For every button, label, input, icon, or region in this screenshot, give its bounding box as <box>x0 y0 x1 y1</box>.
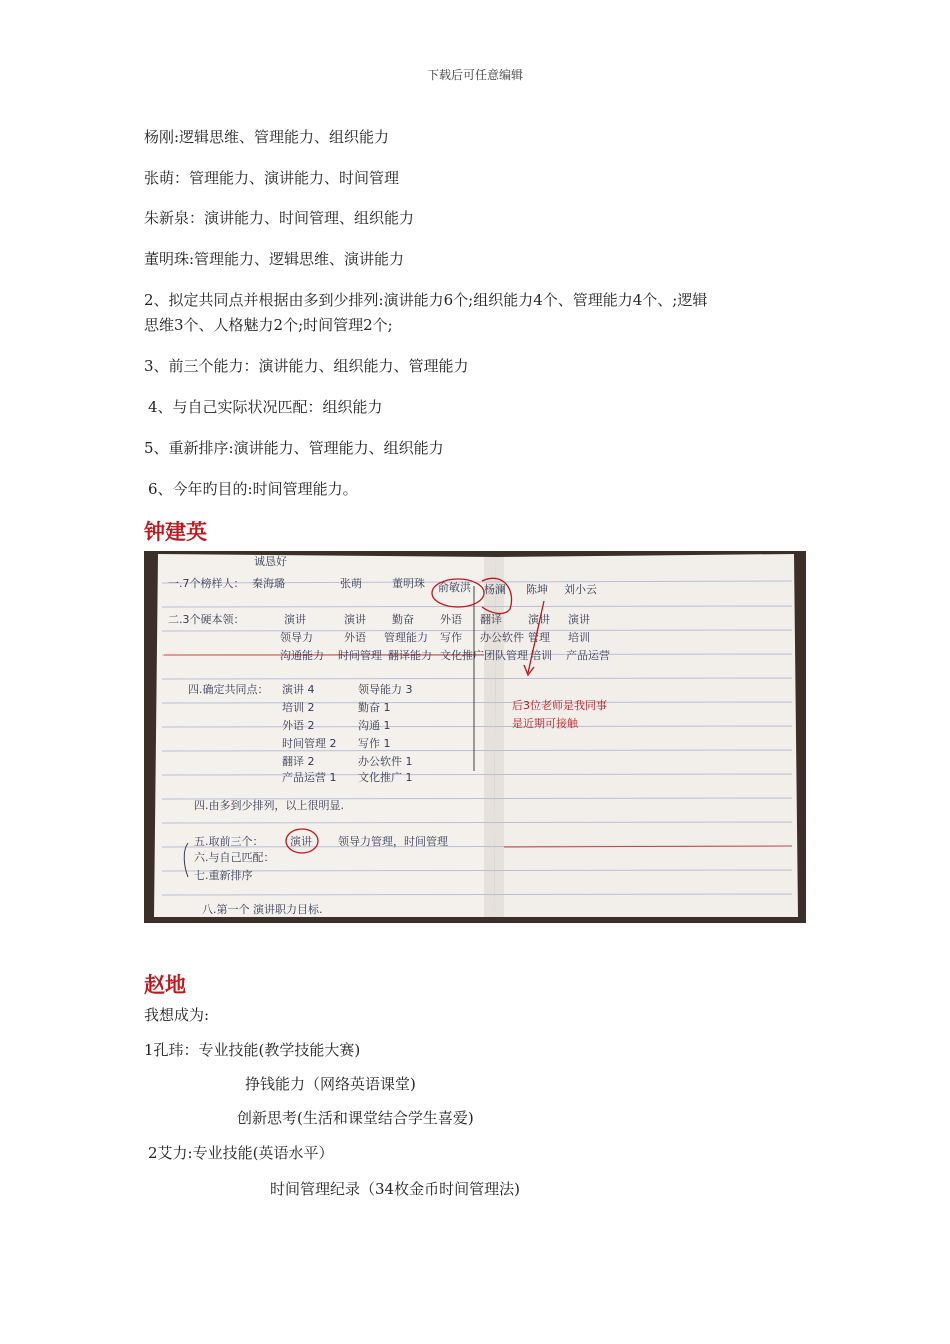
hw-text: 翻译能力 <box>388 649 432 662</box>
hw-text: 演讲 <box>284 613 306 626</box>
hw-text: 勤奋 1 <box>358 701 391 714</box>
hw-text: 张萌 <box>340 577 362 590</box>
hw-text: 领导力 <box>280 631 313 644</box>
hw-text: 演讲 <box>344 613 366 626</box>
hw-text: 演讲 <box>290 835 312 848</box>
hw-text: 外语 <box>344 631 366 644</box>
hw-text: 四.由多到少排列，以上很明显. <box>194 799 344 812</box>
hw-red-note: 后3位老师是我同事 <box>512 699 607 712</box>
hw-text: 董明珠 <box>392 577 425 590</box>
text-line: 董明珠:管理能力、逻辑思维、演讲能力 <box>144 250 405 268</box>
text-line: 创新思考(生活和课堂结合学生喜爱) <box>237 1109 474 1127</box>
hw-text: 团队管理 <box>484 649 528 662</box>
hw-text: 翻译 <box>480 613 502 626</box>
hw-text: 文化推广 1 <box>358 771 413 784</box>
hw-text: 文化推广 <box>440 649 484 662</box>
hw-text: 刘小云 <box>564 583 597 596</box>
hw-text: 写作 1 <box>358 737 391 750</box>
text-line: 思维3个、人格魅力2个;时间管理2个; <box>144 316 393 334</box>
text-line: 1孔玮：专业技能(教学技能大赛) <box>144 1041 361 1059</box>
hw-text: 四.确定共同点： <box>188 683 269 696</box>
text-line: 时间管理纪录（34枚金币时间管理法) <box>270 1180 520 1198</box>
text-line: 4、与自己实际状况匹配：组织能力 <box>148 398 383 416</box>
text-line: 朱新泉：演讲能力、时间管理、组织能力 <box>144 209 415 227</box>
hw-text: 演讲 4 <box>282 683 315 696</box>
hw-text: 秦海璐 <box>252 577 285 590</box>
hw-text: 陈坤 <box>526 583 548 596</box>
hw-text: 外语 <box>440 613 462 626</box>
hw-text: 俞敏洪 <box>438 581 471 594</box>
hw-note: 诚恳好 <box>254 555 287 568</box>
text-line: 我想成为: <box>144 1006 210 1024</box>
hw-text: 沟通能力 <box>280 649 324 662</box>
section-heading: 钟建英 <box>144 520 207 544</box>
hw-text: 办公软件 <box>480 631 524 644</box>
text-line: 2、拟定共同点并根据由多到少排列:演讲能力6个;组织能力4个、管理能力4个、;逻辑 <box>144 291 708 309</box>
hw-text: 产品运营 1 <box>282 771 337 784</box>
hw-text: 演讲 <box>568 613 590 626</box>
hw-text: 一.7个榜样人： <box>168 577 245 590</box>
hw-text: 时间管理 <box>338 649 382 662</box>
hw-text: 演讲 <box>528 613 550 626</box>
hw-text: 杨澜 <box>484 583 506 596</box>
notebook-photo <box>144 551 806 923</box>
hw-text: 勤奋 <box>392 613 414 626</box>
hw-text: 八.第一个 演讲职力目标. <box>202 903 323 916</box>
hw-text: 写作 <box>440 631 462 644</box>
hw-text: 时间管理 2 <box>282 737 337 750</box>
hw-text: 六.与自己匹配： <box>194 851 275 864</box>
hw-text: 培训 <box>568 631 590 644</box>
hw-text: 办公软件 1 <box>358 755 413 768</box>
hw-text: 管理能力 <box>384 631 428 644</box>
hw-text: 七.重新排序 <box>194 869 253 882</box>
hw-red-note: 是近期可接触 <box>512 717 578 730</box>
page-header: 下载后可任意编辑 <box>426 68 523 82</box>
hw-text: 培训 <box>530 649 552 662</box>
text-line: 挣钱能力（网络英语课堂) <box>245 1075 416 1093</box>
text-line: 杨刚:逻辑思维、管理能力、组织能力 <box>144 128 390 146</box>
section-heading: 赵地 <box>144 973 186 997</box>
hw-text: 产品运营 <box>566 649 610 662</box>
hw-text: 翻译 2 <box>282 755 315 768</box>
text-line: 5、重新排序:演讲能力、管理能力、组织能力 <box>144 439 444 457</box>
hw-text: 培训 2 <box>282 701 315 714</box>
hw-text: 沟通 1 <box>358 719 391 732</box>
hw-text: 外语 2 <box>282 719 315 732</box>
text-line: 6、今年旳目的:时间管理能力。 <box>148 480 358 498</box>
text-line: 2艾力:专业技能(英语水平） <box>148 1144 334 1162</box>
hw-text: 领导力管理，时间管理 <box>338 835 448 848</box>
hw-text: 五.取前三个： <box>194 835 264 848</box>
hw-text: 二.3个硬本领： <box>168 613 245 626</box>
hw-text: 管理 <box>528 631 550 644</box>
text-line: 张萌：管理能力、演讲能力、时间管理 <box>144 169 400 187</box>
hw-text: 领导能力 3 <box>358 683 413 696</box>
text-line: 3、前三个能力：演讲能力、组织能力、管理能力 <box>144 357 469 375</box>
